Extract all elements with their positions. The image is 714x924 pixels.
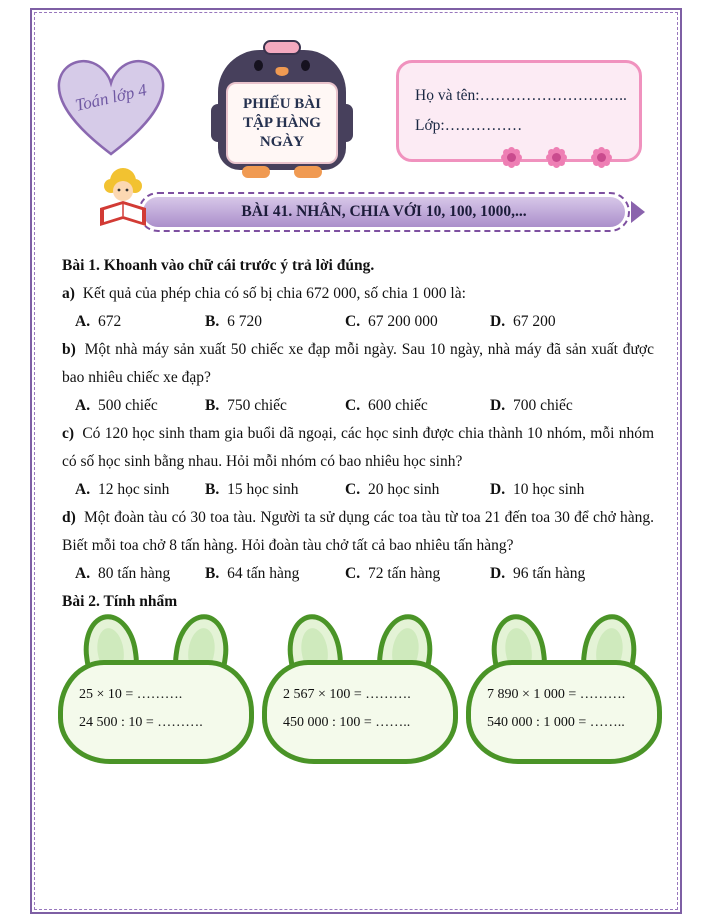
option xyxy=(345,476,490,504)
frog-box xyxy=(58,612,254,764)
option xyxy=(205,392,345,420)
option-text: 80 tấn hàng xyxy=(97,565,171,582)
math-expression: 540 000 : 1 000 = …….. xyxy=(487,715,625,730)
option xyxy=(75,560,205,588)
lesson-banner-ribbon xyxy=(143,197,625,227)
option xyxy=(205,308,345,336)
penguin-eye-icon xyxy=(301,60,310,71)
option-letter: B. xyxy=(205,313,224,330)
option-letter: A. xyxy=(75,565,94,582)
option-text: 67 200 xyxy=(512,313,556,330)
option-text: 67 200 000 xyxy=(367,313,438,330)
lesson-banner xyxy=(138,192,630,232)
option-text: 72 tấn hàng xyxy=(367,565,441,582)
frog-box xyxy=(466,612,662,764)
option-letter: D. xyxy=(490,397,509,414)
question-d-options xyxy=(62,560,654,588)
question-d-prompt xyxy=(62,504,654,560)
option xyxy=(490,392,654,420)
option-letter: C. xyxy=(345,481,364,498)
option-text: 6 720 xyxy=(227,313,262,330)
exercise1-title: Bài 1. Khoanh vào chữ cái trước ý trả lời đúng. xyxy=(62,257,375,274)
option-text: 700 chiếc xyxy=(512,397,573,414)
reading-boy-icon xyxy=(94,166,152,230)
option xyxy=(345,560,490,588)
option xyxy=(75,476,205,504)
question-text: Kết quả của phép chia có số bị chia 672 000, số chia 1 000 là: xyxy=(82,285,466,302)
grade-label: Toán lớp 4 xyxy=(73,80,149,115)
option-text: 96 tấn hàng xyxy=(512,565,586,582)
math-expression: 25 × 10 = ………. xyxy=(79,687,183,702)
option-letter: A. xyxy=(75,313,94,330)
question-text: Có 120 học sinh tham gia buổi dã ngoại, các học sinh được chia thành 10 nhóm, mỗi nhóm có số học sinh bằng nhau. Hỏi mỗi nhóm có bao nhiêu học sinh? xyxy=(62,425,655,470)
question-letter: d) xyxy=(62,509,81,526)
penguin-foot-icon xyxy=(242,166,270,178)
option-letter: D. xyxy=(490,313,509,330)
exercise2-title: Bài 2. Tính nhẩm xyxy=(62,593,178,610)
option-text: 64 tấn hàng xyxy=(227,565,300,582)
math-expression: 24 500 : 10 = ………. xyxy=(79,715,203,730)
option xyxy=(490,476,654,504)
question-letter: a) xyxy=(62,285,79,302)
option-text: 10 học sinh xyxy=(512,481,585,498)
question-c-prompt xyxy=(62,420,654,476)
option-text: 12 học sinh xyxy=(97,481,170,498)
option xyxy=(75,392,205,420)
penguin-mascot xyxy=(212,38,352,180)
option-letter: B. xyxy=(205,397,224,414)
option-text: 500 chiếc xyxy=(97,397,158,414)
option-text: 15 học sinh xyxy=(227,481,299,498)
mental-math-boxes xyxy=(58,612,658,764)
option-letter: D. xyxy=(490,481,509,498)
option-text: 600 chiếc xyxy=(367,397,428,414)
question-a-options xyxy=(62,308,654,336)
question-b-prompt xyxy=(62,336,654,392)
option xyxy=(490,308,654,336)
sheet-title: PHIẾU BÀI TẬP HÀNG NGÀY xyxy=(243,95,321,150)
option-letter: B. xyxy=(205,565,224,582)
flower-decoration xyxy=(500,146,613,169)
option-letter: C. xyxy=(345,313,364,330)
class-field: Lớp:…………… xyxy=(415,117,523,134)
name-field: Họ và tên:……………………….. xyxy=(415,87,627,104)
sheet-title-panel xyxy=(226,82,338,164)
question-letter: b) xyxy=(62,341,81,358)
option-text: 672 xyxy=(97,313,122,330)
question-c-options xyxy=(62,476,654,504)
option-letter: C. xyxy=(345,565,364,582)
option-letter: D. xyxy=(490,565,509,582)
grade-heart-badge xyxy=(50,50,172,164)
option-text: 750 chiếc xyxy=(227,397,287,414)
question-b-options xyxy=(62,392,654,420)
question-letter: c) xyxy=(62,425,79,442)
penguin-beak-icon xyxy=(276,67,289,76)
option xyxy=(75,308,205,336)
lesson-title: BÀI 41. NHÂN, CHIA VỚI 10, 100, 1000,... xyxy=(241,203,527,220)
option-letter: B. xyxy=(205,481,224,498)
option-letter: A. xyxy=(75,397,94,414)
math-expression: 450 000 : 100 = …….. xyxy=(283,715,411,730)
option xyxy=(345,308,490,336)
flower-icon xyxy=(507,153,516,162)
option-letter: C. xyxy=(345,397,364,414)
flower-icon xyxy=(552,153,561,162)
penguin-eye-icon xyxy=(254,60,263,71)
worksheet-content xyxy=(62,252,654,616)
option xyxy=(345,392,490,420)
flower-icon xyxy=(597,153,606,162)
option xyxy=(205,560,345,588)
math-expression: 7 890 × 1 000 = ………. xyxy=(487,687,626,702)
penguin-clip-icon xyxy=(263,40,301,55)
math-expression: 2 567 × 100 = ………. xyxy=(283,687,411,702)
penguin-foot-icon xyxy=(294,166,322,178)
option-letter: A. xyxy=(75,481,94,498)
frog-box xyxy=(262,612,458,764)
frog-body-panel xyxy=(58,660,254,764)
option-text: 20 học sinh xyxy=(367,481,440,498)
question-a-prompt xyxy=(62,280,654,308)
student-info-box xyxy=(396,60,642,162)
option xyxy=(205,476,345,504)
question-text: Một nhà máy sản xuất 50 chiếc xe đạp mỗi ngày. Sau 10 ngày, nhà máy đã sản xuất được bao nhiêu chiếc xe đạp? xyxy=(62,341,654,386)
option xyxy=(490,560,654,588)
frog-body-panel xyxy=(466,660,662,764)
frog-body-panel xyxy=(262,660,458,764)
question-text: Một đoàn tàu có 30 toa tàu. Người ta sử dụng các toa tàu từ toa 21 đến toa 30 để chở hàng. Biết mỗi toa chở 8 tấn hàng. Hỏi đoàn tàu chở tất cả bao nhiêu tấn hàng? xyxy=(62,509,654,554)
